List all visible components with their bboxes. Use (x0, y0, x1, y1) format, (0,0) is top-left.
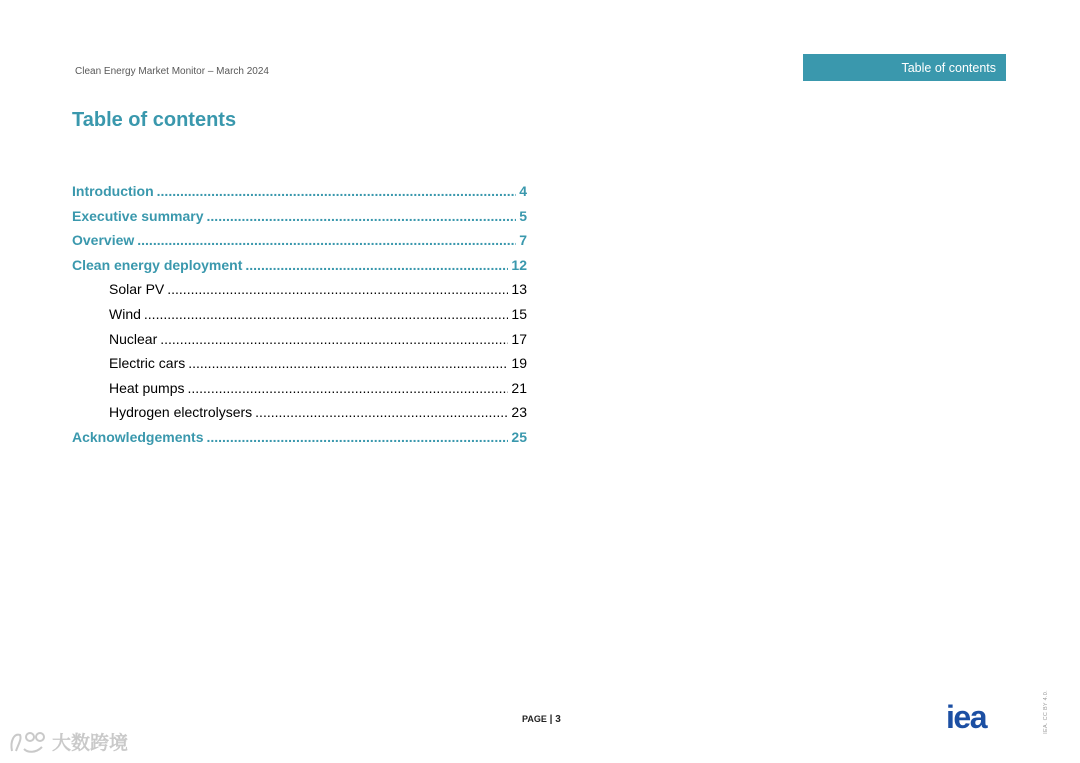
toc-entry-page: 12 (511, 256, 527, 273)
toc-entry-page: 19 (511, 355, 527, 372)
dot-leader (255, 403, 508, 421)
page-separator: | (549, 714, 553, 725)
toc-entry-page: 7 (519, 232, 527, 249)
toc-entry-label: Acknowledgements (72, 428, 204, 445)
page-title: Table of contents (72, 109, 237, 131)
document-title: Clean Energy Market Monitor – March 2024 (75, 66, 269, 77)
toc-entry-page: 21 (511, 379, 527, 396)
dot-leader (206, 428, 508, 446)
toc-entry-label: Clean energy deployment (72, 256, 243, 273)
dot-leader (167, 280, 508, 298)
iea-logo (946, 702, 1010, 732)
cartoon-logo-icon (8, 729, 48, 755)
page-number (522, 714, 561, 725)
toc-entry-overview[interactable] (72, 231, 527, 256)
dot-leader (188, 354, 508, 372)
dot-leader (157, 182, 517, 200)
toc-entry-label: Heat pumps (109, 379, 185, 396)
toc-entry-page: 23 (511, 404, 527, 421)
toc-entry-heat-pumps[interactable] (72, 379, 527, 404)
toc-entry-label: Nuclear (109, 330, 158, 347)
section-tab[interactable]: Table of contents (803, 54, 1006, 81)
toc-entry-page: 5 (519, 207, 527, 224)
toc-entry-page: 25 (511, 428, 527, 445)
toc-entry-wind[interactable] (72, 305, 527, 330)
toc-entry-page: 4 (519, 183, 527, 199)
toc-entry-solar-pv[interactable] (72, 280, 527, 305)
license-note: IEA. CC BY 4.0. (1043, 690, 1049, 734)
page-word: PAGE (522, 714, 547, 724)
toc-entry-page: 15 (511, 305, 527, 322)
toc-entry-label: Wind (109, 305, 141, 322)
toc-entry-page: 17 (511, 330, 527, 347)
toc-entry-label: Solar PV (109, 281, 165, 298)
toc-entry-page: 13 (511, 281, 527, 298)
dot-leader (187, 379, 508, 397)
dot-leader (144, 305, 509, 323)
watermark-text: 大数跨境 (52, 733, 129, 754)
toc-entry-clean-energy-deployment[interactable] (72, 256, 527, 281)
toc-entry-introduction[interactable] (72, 182, 527, 207)
toc-entry-acknowledgements[interactable] (72, 428, 527, 453)
toc-entry-label: Electric cars (109, 355, 186, 372)
toc-entry-nuclear[interactable] (72, 330, 527, 355)
toc-entry-label: Introduction (72, 183, 154, 199)
dot-leader (137, 231, 516, 249)
toc-entry-label: Executive summary (72, 207, 204, 224)
toc-entry-electric-cars[interactable] (72, 354, 527, 379)
page-number-value: 3 (555, 714, 561, 725)
toc-entry-label: Hydrogen electrolysers (109, 404, 253, 421)
dot-leader (245, 256, 508, 274)
dot-leader (160, 330, 508, 348)
watermark (8, 728, 128, 755)
logo-text: iea (946, 702, 986, 732)
table-of-contents (72, 182, 527, 453)
dot-leader (207, 207, 517, 225)
toc-entry-label: Overview (72, 232, 135, 249)
toc-entry-executive-summary[interactable] (72, 207, 527, 232)
toc-entry-hydrogen-electrolysers[interactable] (72, 403, 527, 428)
